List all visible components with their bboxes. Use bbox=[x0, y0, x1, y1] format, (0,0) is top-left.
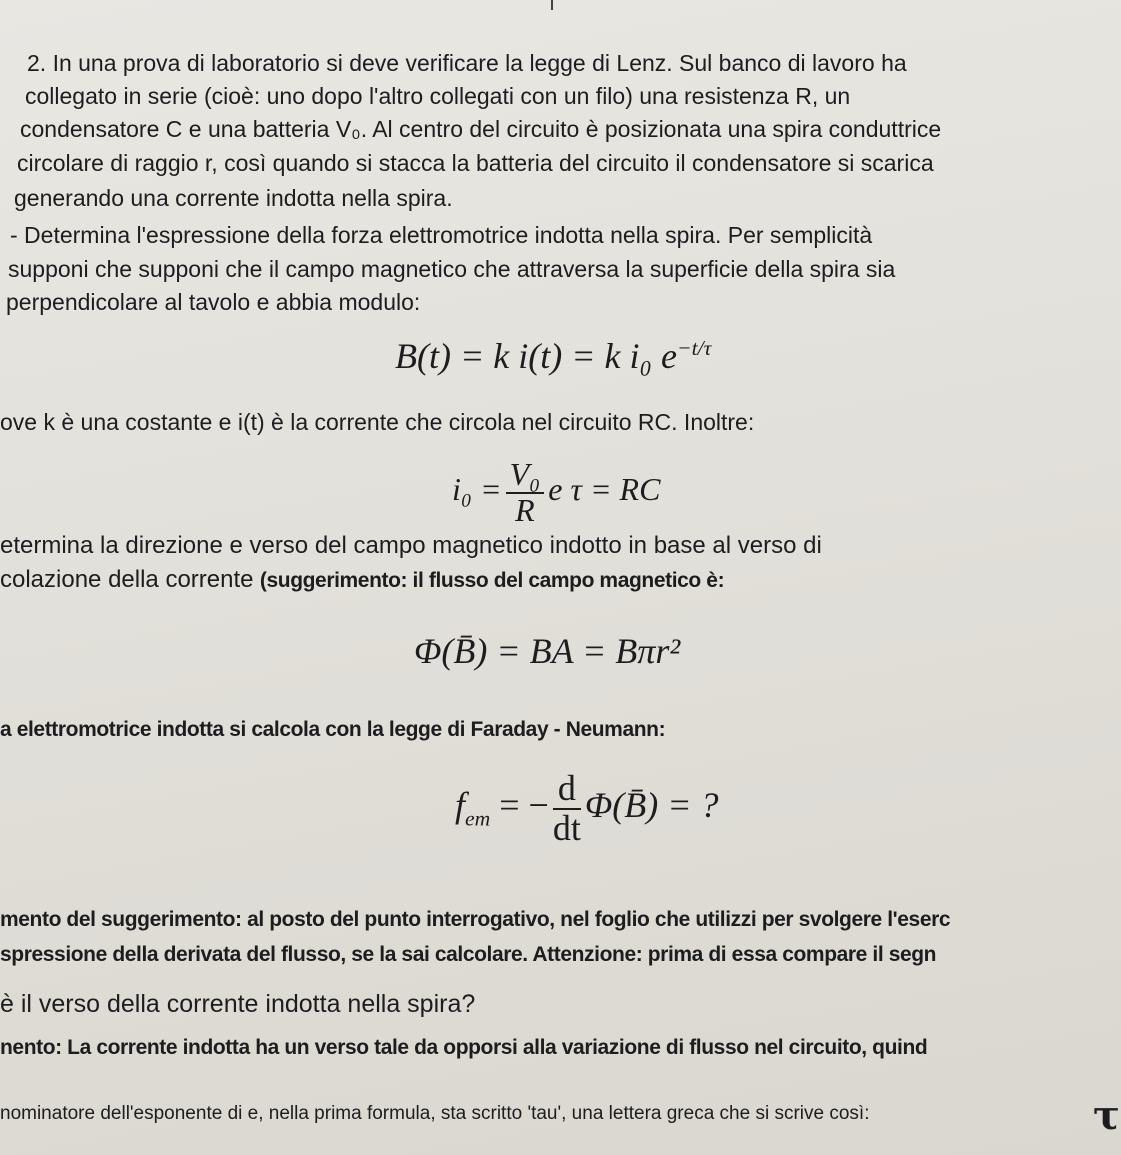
text-line-3: condensatore C e una batteria V₀. Al centro del circuito è posizionata una spira conduttrice bbox=[20, 116, 942, 142]
formula-b-field-exponent: −t/τ bbox=[677, 336, 712, 360]
text-line-9: ove k è una costante e i(t) è la corrente che circola nel circuito RC. Inoltre: bbox=[0, 409, 755, 435]
formula-faraday-f: f bbox=[455, 785, 466, 826]
formula-i0-fraction bbox=[506, 458, 545, 527]
formula-faraday-equals: = − bbox=[499, 785, 549, 826]
text-line-11 bbox=[0, 566, 724, 594]
formula-i0-numerator: V₀ bbox=[506, 458, 545, 494]
formula-faraday-rhs: Φ(B̄) = ? bbox=[584, 785, 719, 826]
formula-b-field-main: B(t) = k i(t) = k i₀ e bbox=[395, 336, 677, 376]
text-line-1: 2. In una prova di laboratorio si deve verificare la legge di Lenz. Sul banco di lavoro ha bbox=[27, 50, 907, 76]
formula-i0-tau bbox=[452, 458, 660, 527]
text-line-2: collegato in serie (cioè: uno dopo l'altro collegati con un filo) una resistenza R, un bbox=[25, 83, 851, 109]
formula-faraday-subscript: em bbox=[465, 806, 491, 831]
text-line-12: a elettromotrice indotta si calcola con la legge di Faraday - Neumann: bbox=[0, 718, 666, 741]
text-line-6: - Determina l'espressione della forza elettromotrice indotta nella spira. Per semplicità bbox=[10, 222, 873, 248]
formula-i0-lhs: i₀ = bbox=[452, 470, 502, 507]
text-line-17: nominatore dell'esponente di e, nella prima formula, sta scritto 'tau', una lettera greca che si scrive così: bbox=[0, 1103, 870, 1124]
text-line-10: etermina la direzione e verso del campo magnetico indotto in base al verso di bbox=[0, 532, 822, 559]
text-line-15: è il verso della corrente indotta nella spira? bbox=[0, 990, 476, 1018]
formula-faraday-fraction bbox=[553, 770, 581, 848]
text-line-7: supponi che supponi che il campo magnetico che attraversa la superficie della spira sia bbox=[8, 256, 896, 282]
text-line-16: nento: La corrente indotta ha un verso tale da opporsi alla variazione di flusso nel circuito, quind bbox=[0, 1036, 928, 1059]
formula-b-field bbox=[395, 335, 711, 377]
text-line-14: spressione della derivata del flusso, se la sai calcolare. Attenzione: prima di essa compare il segn bbox=[0, 943, 937, 966]
formula-tau-rc: e τ = RC bbox=[548, 470, 661, 507]
formula-faraday-denominator: dt bbox=[552, 807, 581, 848]
tau-symbol: τ bbox=[1093, 1092, 1120, 1139]
text-line-11-part-b: (suggerimento: il flusso del campo magnetico è: bbox=[259, 569, 725, 592]
formula-faraday bbox=[455, 770, 719, 848]
text-line-8: perpendicolare al tavolo e abbia modulo: bbox=[6, 289, 421, 315]
text-line-11-part-a: colazione della corrente bbox=[0, 566, 254, 593]
formula-i0-denominator: R bbox=[515, 491, 535, 528]
text-line-5: generando una corrente indotta nella spira. bbox=[14, 185, 453, 211]
text-line-4: circolare di raggio r, così quando si stacca la batteria del circuito il condensatore si scarica bbox=[17, 150, 934, 176]
formula-faraday-numerator: d bbox=[553, 770, 581, 810]
text-line-13: mento del suggerimento: al posto del punto interrogativo, nel foglio che utilizzi per svolgere l'eserc bbox=[0, 908, 951, 931]
formula-flux: Φ(B̄) = BA = Bπr² bbox=[414, 631, 681, 671]
page-edge-mark bbox=[551, 0, 553, 10]
